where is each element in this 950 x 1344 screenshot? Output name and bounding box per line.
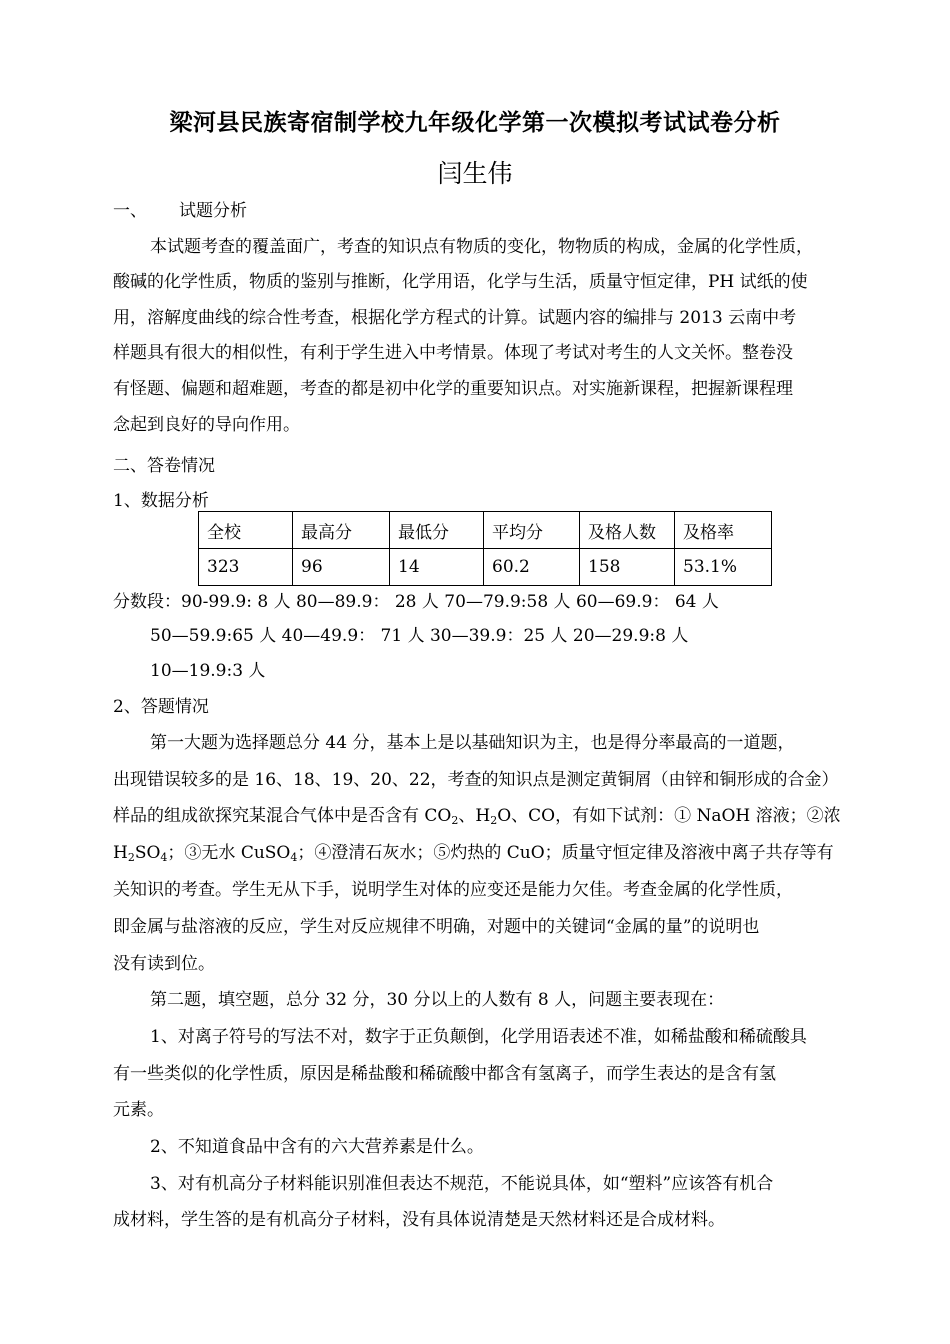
paragraph-line: 3、对有机高分子材料能识别准但表达不规范，不能说具体，如“塑料”应该答有机合: [150, 1174, 774, 1194]
text-run: ；④澄清石灰水；⑤灼热的 CuO；质量守恒定律及溶液中离子共存等有: [297, 843, 834, 863]
paragraph-line: 2、不知道食品中含有的六大营养素是什么。: [150, 1137, 484, 1157]
subscript: 2: [451, 814, 459, 827]
text-run: O、CO，有如下试剂：① NaOH 溶液；②浓: [497, 806, 841, 826]
table-cell: 323: [199, 549, 293, 586]
text-run: ；③无水 CuSO: [167, 843, 291, 863]
table-header-cell: 及格率: [675, 512, 772, 549]
subscript: 4: [290, 851, 298, 864]
score-range-line: 10—19.9:3 人: [150, 661, 266, 681]
table-header-cell: 平均分: [484, 512, 580, 549]
subscript: 2: [127, 851, 135, 864]
text-run: 、H: [458, 806, 491, 826]
paragraph-line: 念起到良好的导向作用。: [113, 415, 300, 435]
section2-heading: 二、答卷情况: [113, 456, 215, 476]
table-cell: 96: [293, 549, 390, 586]
subscript: 4: [160, 851, 168, 864]
text-run: 样品的组成欲探究某混合气体中是否含有 CO: [113, 806, 452, 826]
paragraph-line: [113, 803, 873, 829]
paragraph-line: 元素。: [113, 1100, 164, 1120]
paragraph-line: 酸碱的化学性质，物质的鉴别与推断，化学用语，化学与生活，质量守恒定律，PH 试纸的使: [113, 272, 808, 292]
score-statistics-table: [198, 511, 772, 586]
table-cell: 60.2: [484, 549, 580, 586]
paragraph-line: 样题具有很大的相似性，有利于学生进入中考情景。体现了考试对考生的人文关怀。整卷没: [113, 343, 793, 363]
paragraph-line: 关知识的考查。学生无从下手，说明学生对体的应变还是能力欠佳。考查金属的化学性质，: [113, 880, 793, 900]
section1-number: 一、: [113, 201, 147, 221]
paragraph-line: 有一些类似的化学性质，原因是稀盐酸和稀硫酸中都含有氢离子，而学生表达的是含有氢: [113, 1064, 776, 1084]
subscript: 2: [490, 814, 498, 827]
paragraph-line: 用，溶解度曲线的综合性考查，根据化学方程式的计算。试题内容的编排与 2013 云南中考: [113, 308, 797, 328]
paragraph-line: 第一大题为选择题总分 44 分，基本上是以基础知识为主，也是得分率最高的一道题，: [150, 733, 795, 753]
section1-heading: [113, 198, 873, 224]
paragraph-line: 没有读到位。: [113, 954, 215, 974]
paragraph-line: 成材料，学生答的是有机高分子材料，没有具体说清楚是天然材料还是合成材料。: [113, 1210, 725, 1230]
table-header-cell: 全校: [199, 512, 293, 549]
text-run: SO: [134, 843, 161, 863]
table-header-row: [199, 512, 772, 549]
table-cell: 53.1%: [675, 549, 772, 586]
paragraph-line: [113, 840, 873, 866]
table-header-cell: 最低分: [390, 512, 484, 549]
author-name: 闫生伟: [437, 159, 513, 188]
paragraph-line: 第二题，填空题，总分 32 分，30 分以上的人数有 8 人，问题主要表现在：: [150, 990, 725, 1010]
paragraph-line: 本试题考查的覆盖面广，考查的知识点有物质的变化，物物质的构成，金属的化学性质，: [150, 237, 813, 257]
table-row: [199, 549, 772, 586]
section1-title: 试题分析: [179, 201, 247, 221]
paragraph-line: 有怪题、偏题和超难题，考查的都是初中化学的重要知识点。对实施新课程，把握新课程理: [113, 379, 793, 399]
text-run: H: [113, 843, 128, 863]
table-cell: 158: [580, 549, 675, 586]
paragraph-line: 即金属与盐溶液的反应，学生对反应规律不明确，对题中的关键词“金属的量”的说明也: [113, 917, 760, 937]
paragraph-line: 1、对离子符号的写法不对，数字于正负颠倒，化学用语表述不准，如稀盐酸和稀硫酸具: [150, 1027, 807, 1047]
score-range-line: 分数段：90-99.9: 8 人 80—89.9： 28 人 70—79.9:58 人 60—69.9： 64 人: [113, 592, 719, 612]
table-header-cell: 最高分: [293, 512, 390, 549]
table-cell: 14: [390, 549, 484, 586]
score-range-line: 50—59.9:65 人 40—49.9： 71 人 30—39.9：25 人 20—29.9:8 人: [150, 626, 689, 646]
answer-analysis-heading: 2、答题情况: [113, 697, 209, 717]
paragraph-line: 出现错误较多的是 16、18、19、20、22，考查的知识点是测定黄铜屑（由锌和铜形成的合金）: [113, 770, 839, 790]
data-analysis-heading: 1、数据分析: [113, 491, 209, 511]
table-header-cell: 及格人数: [580, 512, 675, 549]
document-title: 梁河县民族寄宿制学校九年级化学第一次模拟考试试卷分析: [169, 109, 781, 136]
